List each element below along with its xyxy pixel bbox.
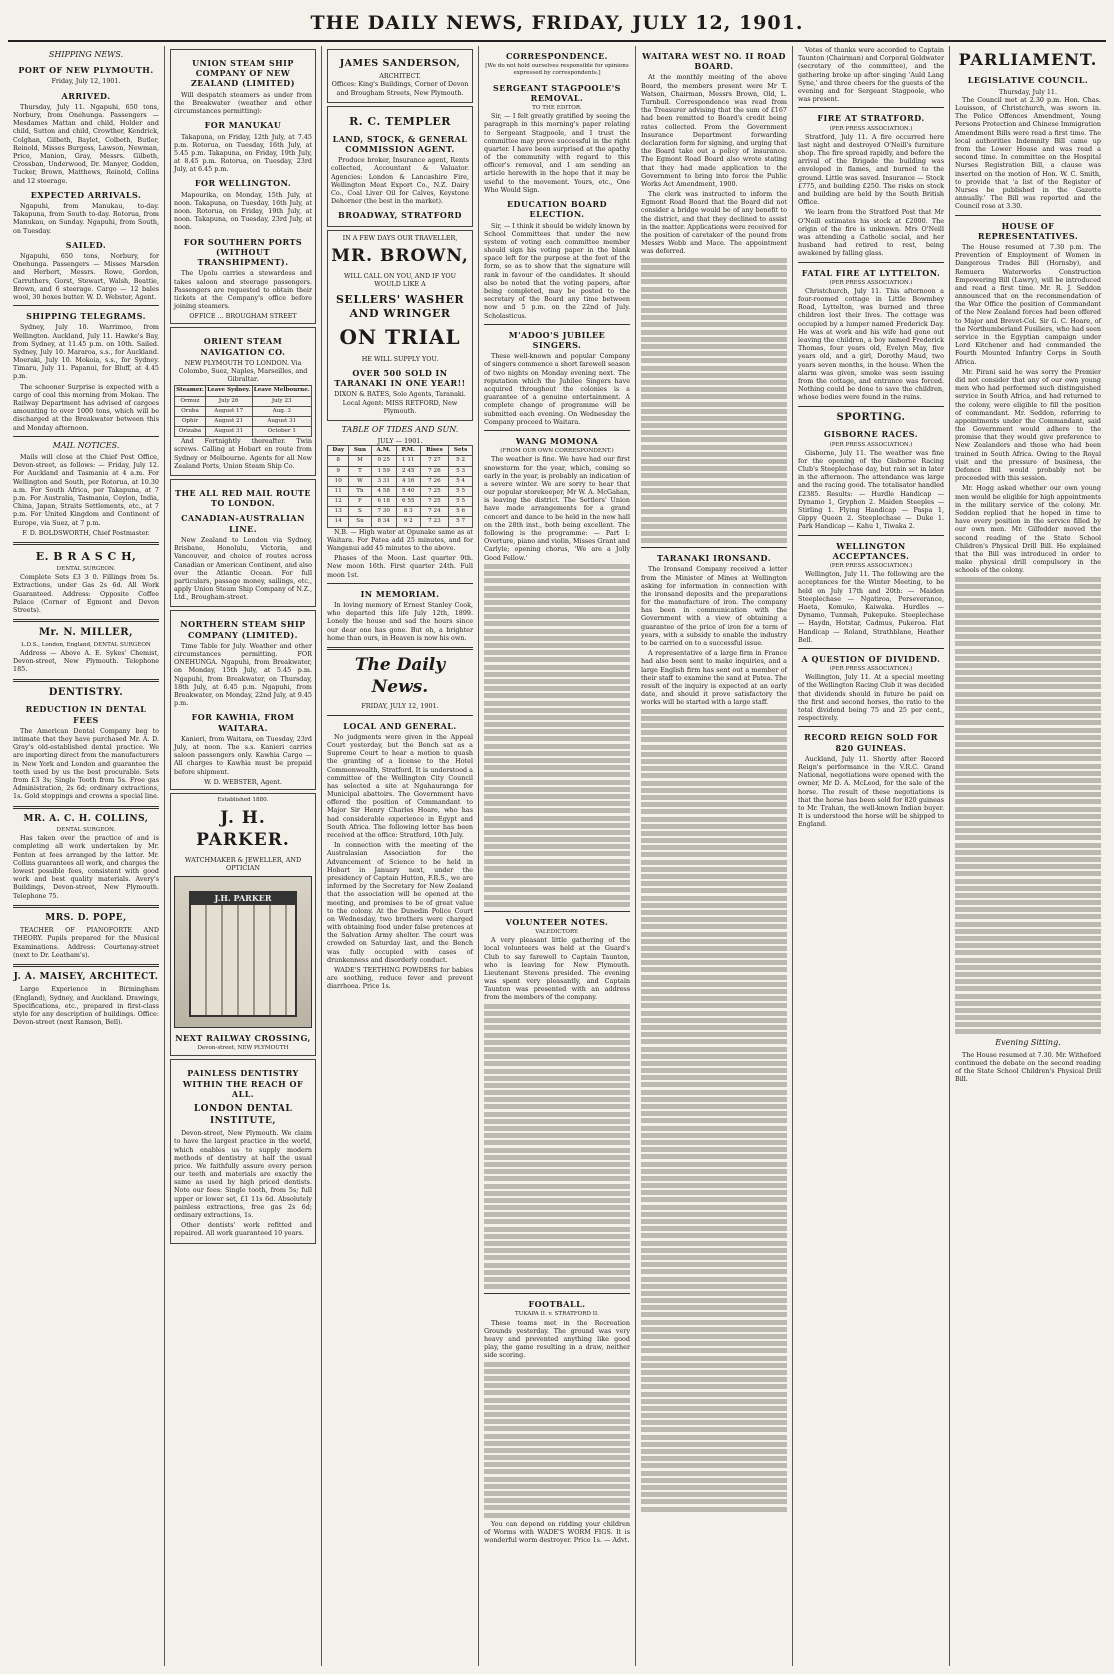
football-text: These teams met in the Recreation Grounds yesterday. The ground was very heavy and prevented anything like good play, the game resulting in a draw, neither side scoring. [484, 1318, 630, 1360]
table-cell: 7 30 [371, 507, 396, 517]
gisborne-heading: GISBORNE RACES. [823, 429, 919, 440]
orient-text: NEW PLYMOUTH TO LONDON. Via Colombo, Suez, Naples, Marseilles, and Gibraltar. [178, 358, 308, 384]
evening-text: The House resumed at 7.30. Mr. Witheford continued the debate on the second reading of the State School Children's Physical Drill Bill. [955, 1050, 1102, 1084]
maisey-title: J. A. MAISEY, ARCHITECT. [13, 971, 159, 982]
table-cell: M [349, 456, 371, 466]
moon-phases: Phases of the Moon. Last quarter 9th. New moon 16th. First quarter 24th. Full moon 1st. [327, 554, 473, 579]
parliament-heading: PARLIAMENT. [958, 50, 1098, 69]
miller-title: Mr. N. MILLER, [38, 627, 134, 639]
pope-title: MRS. D. POPE, [45, 912, 127, 923]
wang-heading: WANG MOMONA [515, 435, 599, 446]
taranaki-text-2: A representative of a large firm in France had also been sent to make inquiries, and a large English firm has sent out a member of their staff to examine the sand at Patea. The result of the inquiry is expected at an early date, and should it prove satisfactory the works will be started with a large staff. [641, 649, 787, 707]
table-cell: 8 34 [371, 517, 396, 527]
table-cell: August 17 [205, 406, 252, 416]
table-row [175, 416, 312, 426]
taranaki-heading: TARANAKI IRONSAND. [657, 553, 771, 564]
record-reign-text: Auckland, July 11. Shortly after Record Reign's performance in the V.R.C. Grand National, negotiations were opened with the owner, Mr D. A. McLeod, for the sale of the horse. The result of these negotiations is that the horse has been sold for 820 guineas to Mr. Trahan, the well-known Indian buyer. It is understood the horse will be shipped to England. [798, 754, 944, 829]
wellington-assoc: (PER PRESS ASSOCIATION.) [829, 563, 913, 570]
wang-subtitle: (FROM OUR OWN CORRESPONDENT.) [500, 448, 614, 455]
table-cell: 10 [328, 476, 349, 486]
railway-sub: Devon-street, NEW PLYMOUTH [197, 1045, 289, 1052]
office-line: OFFICE ... BROUGHAM STREET [189, 312, 297, 321]
daily-news-date: FRIDAY, JULY 12, 1901. [361, 702, 439, 711]
brown-sub: WILL CALL ON YOU, AND IF YOU WOULD LIKE A [343, 271, 456, 288]
house-text-2: Mr. Pirani said he was sorry the Premier did not consider that any of our own young men who had performed such distinguished service in South Africa, and had returned to the colony, were eligible to fill the position of commandant. Mr. Seddon, referring to appointments under the Commandant, said the Government would adhere to the promise that they would give preference to New Zealanders and those who had been trained in South Africa. Owing to the Royal visit and the pressure of business, the Defence Bill would probably not be proceeded with this session. [955, 367, 1101, 483]
wellington-text: Mapourika, on Monday, 15th July, at noon. Takapuna, on Tuesday, 16th July, at noon. Rotorua, on Friday, 19th July, at noon. Takapuna, on Tuesday, 23rd July, at noon. [174, 190, 312, 232]
manukau-heading: FOR MANUKAU [204, 120, 282, 131]
table-cell: 7 23 [420, 517, 449, 527]
telegrams-heading: SHIPPING TELEGRAMS. [26, 311, 146, 322]
correspondence-heading: CORRESPONDENCE. [506, 51, 608, 61]
table-cell: 7 27 [420, 456, 449, 466]
table-cell: 2 45 [396, 466, 420, 476]
column-7 [950, 46, 1106, 1666]
council-text: The Council met at 2.30 p.m. Hon. Chas. Louisson, of Christchurch, was sworn in. The Police Offences Amendment, Young Persons Protection and Chinese Immigration Amendment Bills were read a first time. The local authorities Indemnity Bill came up from the Lower House and was read a second time. In committee on the Hospital Nurses Registration Bill, a clause was inserted on the motion of Hon. W. C. Smith, to provide that 'a list of the Register of Nurses be published in the Gazette annually.' The Bill was reported and the Council rose at 3.30. [955, 95, 1101, 211]
shipping-news-title: SHIPPING NEWS. [48, 50, 124, 59]
table-cell: 3 31 [371, 476, 396, 486]
arrived-text: Thursday, July 11. Ngapuhi, 650 tons, Norbury, from Onehunga. Passengers — Mesdames Mattan and child, Holder and child, Sutton and child, Crowther, Kendrick, Colghan, Gilbeth, Baylet, Colbeth, Butler, Reinold, Misses Burgess, Lawson, Newman, Price, Manion, Gray, Messrs. Gilbeth, Crossban, Underwood, Dr. Manyer, Godden, Tucker, Brown, Matthews, Reinold, Collins and 12 steerage. [13, 102, 159, 185]
local-text: No judgments were given in the Appeal Court yesterday, but the Bench sat as a Supreme Court to hear a motion to quash the granting of a license to the Hotel Commonwealth, Stratford. It is understood a committee of the Wellington City Council has selected a site at Ngahauranga for Municipal abattoirs. The Government have offered the position of Commandant to Major Sir Henry Charles Hoare, who has had considerable experience in Egypt and South Africa. The following letter has been received at the office: Stratford, 10th July. [327, 732, 473, 840]
table-cell: S [349, 507, 371, 517]
miller-address: Address — Above A. E. Sykes' Chemist, Devon-street, New Plymouth. Telephone 185. [13, 649, 159, 674]
fire-text: Stratford, July 11. A fire occurred here last night and destroyed O'Neill's furniture shop. The fire spread rapidly, and before the arrival of the Brigade the building was enveloped in flames, and burned to the ground. Little was saved. Insurance — Stock £775, and building £250. The risks on stock and building are held by the South British Office. [798, 132, 944, 207]
table-row [328, 497, 473, 507]
table-cell: 4 16 [396, 476, 420, 486]
table-cell: F [349, 497, 371, 507]
northern-ad [170, 610, 316, 790]
port-title: PORT OF NEW PLYMOUTH. [18, 65, 154, 76]
wade-worm: You can depend on ridding your children of Worms with WADE'S WORM FIGS. It is wonderful worm destroyer. Price 1s. — Advt. [484, 1519, 630, 1545]
brasch-text: Complete Sets £3 3 0. Fillings from 5s. Extractions, under Gas 2s 6d. All Work Guaranteed. Address: Opposite Coffee Palace (Corner of Egmont and Devon Streets). [13, 573, 159, 614]
wellington-acceptances-heading: WELLINGTON ACCEPTANCES. [832, 540, 910, 561]
local-text-2: In connection with the meeting of the Australasian Association for the Advancement of Science to be held in Hobart in January next, under the presidency of Captain Hutton, F.R.S., we are informed by the Secretary for New Zealand that the association will be opened at the meeting, and promises to be of great value to the colony. At the Dunedin Police Court on Wednesday, two brothers were charged with obtaining food under false pretences at the Salvation Army shelter. The court was crowded on Saturday last, and the Bench was fully occupied with cases of drunkenness and disorderly conduct. [327, 841, 473, 964]
masthead: THE DAILY NEWS, FRIDAY, JULY 12, 1901. [8, 6, 1106, 42]
table-cell: July 23 [252, 396, 311, 406]
traveller-line: IN A FEW DAYS OUR TRAVELLER, [342, 233, 458, 242]
house-text-3: Mr. Hogg asked whether our own young men would be eligible for high appointments in the military service of the colony. Mr. Seddon replied that he hoped in time to have every position in the service filled by our own men. Mr. Gilfedder moved the second reading of the State School Children's Physical Drill Bill. He explained that the Bill was introduced in order to make physical drill compulsory in the schools of the colony. [955, 484, 1101, 575]
orient-th-sydney: Leave Sydney. [205, 386, 252, 396]
table-cell: Aug. 3 [252, 406, 311, 416]
sporting-heading: SPORTING. [836, 411, 906, 423]
table-cell: 8 [328, 456, 349, 466]
union-steam-ad [170, 49, 316, 324]
ldi-text: Devon-street, New Plymouth. We claim to have the largest practice in the world, which enables us to supply modern methods of dentistry at half the usual price. We faithfully assure every person our teeth and materials are exactly the same as used by high priced dentists. Note our fees: Single tooth, from 5s; full upper or lower set, £1 11s 6d. Absolutely painless extractions, free gas 2s 6d; ordinary extractions, 1s. [174, 1129, 312, 1220]
stagpoole-heading: SERGEANT STAGPOOLE'S REMOVAL. [493, 82, 621, 103]
expected-heading: EXPECTED ARRIVALS. [30, 189, 142, 200]
table-cell: Th [349, 486, 371, 496]
table-cell: 5 2 [449, 456, 473, 466]
table-cell: October 1 [252, 427, 311, 437]
record-reign-heading: RECORD REIGN SOLD FOR 820 GUINEAS. [804, 732, 938, 753]
arrived-heading: ARRIVED. [61, 90, 111, 101]
table-cell: 6 55 [396, 497, 420, 507]
table-cell: 4 58 [371, 486, 396, 496]
wellington-acceptances-text: Wellington, July 11. The following are the acceptances for the Winter Meeting, to be held on July 17th and 20th: — Maiden Steeplechase — Ngatiroa, Perseverance, Haeta, Komuko, Kaiwaka. Hurdles — Dynamo, Tunmah, Pukepuke. Steeplechase — Haydn, Hotstar, Cadmus, Pukeroa. Flat Handicap — Roland, Strathblane, Heather Bell. [798, 570, 944, 644]
table-row [328, 486, 473, 496]
sanderson-subtitle: ARCHITECT. [379, 72, 421, 81]
table-cell: 5 3 [449, 466, 473, 476]
column-6 [793, 46, 950, 1666]
fire-assoc: (PER PRESS ASSOCIATION.) [829, 125, 913, 132]
sanderson-ad [327, 49, 473, 103]
text-lines-block [484, 1362, 630, 1518]
shop-sign: J.H. PARKER [189, 891, 297, 905]
table-cell: 8 3 [396, 507, 420, 517]
collins-title: MR. A. C. H. COLLINS, [23, 813, 149, 824]
council-date: Thursday, July 11. [998, 87, 1058, 96]
collins-text: Has taken over the practice of and is completing all work undertaken by Mr. Fenton at fees arranged by the latter. Mr. Collins guarantees all work, and charges the lowest possible fees, consistent with good work and best quality materials. Avery's Buildings, Devon-street, New Plymouth. Telephone 75. [13, 834, 159, 900]
column-1 [8, 46, 165, 1666]
table-cell: August 31 [205, 427, 252, 437]
orient-ad [170, 327, 316, 476]
table-cell: Orizaba [175, 427, 206, 437]
wellington-heading: FOR WELLINGTON. [194, 178, 292, 189]
taranaki-text: The Ironsand Company received a letter from the Minister of Mines at Wellington asking for information in connection with the ironsand deposits and the preparations for the manufacture of iron. The company has been in communication with the Government with a view of obtaining a guarantee of the price of iron for a term of years, with a subsidy to enable the industry to be carried on to a successful issue. [641, 565, 787, 648]
tides-th: Sets [449, 446, 473, 456]
table-row [328, 517, 473, 527]
orient-table [174, 385, 312, 437]
table-cell: 9 [328, 466, 349, 476]
webster-agent: W. D. WEBSTER, Agent. [204, 777, 282, 786]
table-cell: 7 24 [420, 507, 449, 517]
dentistry-subtitle: REDUCTION IN DENTAL FEES [25, 704, 147, 725]
sold-line: OVER 500 SOLD IN TARANAKI IN ONE YEAR!! [334, 367, 466, 389]
evening-sitting-heading: Evening Sitting. [995, 1038, 1061, 1048]
jubilee-heading: M'ADOO'S JUBILEE SINGERS. [508, 329, 606, 350]
table-cell: Su [349, 517, 371, 527]
dividend-heading: A QUESTION OF DIVIDEND. [801, 653, 941, 664]
column-4 [479, 46, 636, 1666]
table-cell: Ormuz [175, 396, 206, 406]
usco-text: Will despatch steamers as under from the Breakwater (weather and other circumstances permitting): [174, 90, 312, 116]
table-cell: 5 4 [449, 476, 473, 486]
memoriam-heading: IN MEMORIAM. [360, 588, 440, 599]
football-heading: FOOTBALL. [528, 1299, 586, 1310]
table-cell: 7 26 [420, 476, 449, 486]
sellers-washer: SELLERS' WASHER AND WRINGER [335, 292, 464, 321]
correspondence-note: [We do not hold ourselves responsible for opinions expressed by correspondents.] [485, 63, 629, 77]
table-cell: 5 5 [449, 486, 473, 496]
sailed-text: Ngapuhi, 650 tons, Norbury, for Onehunga. Passengers — Misses Marsden and Herbert, Messrs. Rowe, Gordon, Carruthers, Gorst, Stewart, Walsh, Beattie, Brown, and 6 steerage. Cargo — 12 bales wool, 30 boxes butter. W. D. Webster, Agent. [13, 251, 159, 301]
postmaster-signature: F. D. BOLDSWORTH, Chief Postmaster. [22, 528, 150, 537]
table-row [175, 396, 312, 406]
tides-th: Rises [420, 446, 449, 456]
brasch-subtitle: DENTAL SURGEON. [56, 565, 116, 572]
waitara-text: At the monthly meeting of the above Board, the members present were Mr T. Watson, Chairman, Messrs Brown, Old, L. Turnbull. Correspondence was read from the Treasurer advising that the sum of £167 had been remitted to Board's credit being rates collected. From the Government Insurance Department forwarding declaration form for signing, and urging that the Board take out a policy of insurance. The Egmont Road Board also wrote stating that they had made application to the Government to bring into force the Public Works Act Amendment, 1900. [641, 73, 787, 188]
parker-ad [170, 793, 316, 1056]
table-cell: July 26 [205, 396, 252, 406]
gisborne-text: Gisborne, July 11. The weather was fine for the opening of the Gisborne Racing Club's Steeplechase day, but rain set in later in the afternoon. The attendance was large and the racing good. The totalisator handled £2385. Results: — Hurdle Handicap — Dynamo 1, Gryphon 2. Maiden Steeples — Stirling 1. Flying Handicap — Paspa 1, Gippy Queen 2. Steeplechase — Duke 1. Park Handicap — Kahu 1, Tiwaka 2. [798, 448, 944, 531]
northern-title: NORTHERN STEAM SHIP COMPANY (LIMITED). [180, 619, 306, 640]
parker-subtitle: WATCHMAKER & JEWELLER, AND OPTICIAN [184, 855, 302, 872]
dividend-assoc: (PER PRESS ASSOCIATION.) [829, 666, 913, 673]
broadway-line: BROADWAY, STRATFORD [338, 210, 462, 221]
ldi-footer: Other dentists' work refitted and repaired. All work guaranteed 10 years. [174, 1221, 312, 1238]
fire-heading: FIRE AT STRATFORD. [817, 113, 925, 124]
fatal-assoc: (PER PRESS ASSOCIATION.) [829, 279, 913, 286]
table-cell: 5 5 [449, 497, 473, 507]
text-lines-block [484, 1004, 630, 1289]
waitara-text-2: The clerk was instructed to inform the Egmont Road Board that the Board did not consider a bridge would be of any benefit to the district, and that they declined to assist in the matter. Applications were received for the position of caretaker of the pound from Messrs Webb and Mace. The appointment was deferred. [641, 190, 787, 256]
education-heading: EDUCATION BOARD ELECTION. [506, 199, 608, 220]
fatal-fire-heading: FATAL FIRE AT LYTTELTON. [801, 267, 941, 278]
schooner-text: The schooner Surprise is expected with a cargo of coal this morning from Mokau. The Railway Department has advised of cargoes amounting to over 1000 tons, which will be discharged at the Breakwater between this and Monday afternoon. [13, 382, 159, 432]
table-cell: Ophir [175, 416, 206, 426]
volunteer-subtitle: VALEDICTORY. [535, 928, 579, 935]
jubilee-text: These well-known and popular Company of singers commence a short farewell season of two nights on Monday evening next. The reputation which the Jubilee Singers have acquired throughout the colonies is a guarantee of a genuine entertainment. A complete change of programme will be submitted each evening. On Wednesday the Company proceed to Waitara. [484, 352, 630, 426]
sailed-heading: SAILED. [65, 239, 107, 250]
text-lines-block [641, 709, 787, 1512]
orient-title: ORIENT STEAM NAVIGATION CO. [200, 336, 286, 357]
orient-text-2: And Fortnightly thereafter. Twin screws. Calling at Hobart en route from Sydney or Melbourne. Agents for all New Zealand Ports, Union Steam Ship Co. [174, 437, 312, 470]
tides-month: JULY — 1901. [377, 437, 423, 446]
table-cell: 0 25 [371, 456, 396, 466]
supply-line: HE WILL SUPPLY YOU. [361, 354, 439, 363]
mail-text: Mails will close at the Chief Post Office, Devon-street, as follows: — Friday, July 12. For Auckland and Tasmania at 4 a.m. For Wellington and South, per Rotorua, at 10.30 a.m. For South Africa, per Takapuna, at 7 p.m. For Australia, Tasmania, Ceylon, India, China, Japan, Straits Settlements, etc., at 7 p.m. For United Kingdom and Continent of Europe, via Suez, at 7 p.m. [13, 453, 159, 527]
table-row [328, 507, 473, 517]
education-text: Sir, — I think it should be widely known by School Committees that under the new system of voting each committee member should sign his voting paper in the blank space left for the purpose at the foot of the form, so as to show that the signature will rank in favour of the candidates. It should also be noted that the voting papers, after being completed, may be posted to the secretary of the Board any time between now and 5 p.m. on the 22nd of July. Scholasticus. [484, 221, 630, 320]
parker-established: Established 1880. [217, 797, 269, 803]
templer-ad [327, 106, 473, 227]
table-row [328, 456, 473, 466]
usco-title: UNION STEAM SHIP COMPANY OF NEW ZEALAND (LIMITED) [190, 58, 296, 89]
parker-title: J. H. PARKER. [196, 808, 290, 850]
table-cell: 5 6 [449, 507, 473, 517]
volunteer-text: A very pleasant little gathering of the local volunteers was held at the Guard's Club to say farewell to Captain Taunton, who is leaving for New Plymouth. Lieutenant Stevens presided. The evening was spent very pleasantly, and Captain Taunton was presented with an address from the members of the company. [484, 936, 630, 1002]
collins-subtitle: DENTAL SURGEON. [56, 827, 116, 834]
kawhia-heading: FOR KAWHIA, FROM WAITARA. [191, 712, 295, 733]
washer-ad [327, 230, 473, 421]
templer-subtitle: LAND, STOCK, & GENERAL COMMISSION AGENT. [332, 133, 468, 155]
table-cell: 6 18 [371, 497, 396, 507]
table-cell: 1 11 [396, 456, 420, 466]
dixon-bates: DIXON & BATES, Sole Agents, Taranaki. Local Agent: MISS RETFORD, New Plymouth. [334, 390, 466, 415]
on-trial: ON TRIAL [339, 325, 461, 350]
wang-text: The weather is fine. We have had our first snowstorm for the year, which, coming so early in the year, is probably an indication of a severe winter. We are sorry to hear that our popular storekeeper, Mr W. A. McGahan, is leaving the district. The Settlers' Union have made arrangements for a grand concert and dance to be held in the new hall on the 28th inst., both being excellent. The following is the programme: — Part I: Overture, piano and violin, Misses Grant and Carlyle; opening chorus, 'We are a Jolly Good Fellow.' [484, 455, 630, 562]
painless-heading: PAINLESS DENTISTRY WITHIN THE REACH OF ALL. [182, 1068, 304, 1099]
column-2 [165, 46, 322, 1666]
house-heading: HOUSE OF REPRESENTATIVES. [977, 220, 1079, 241]
northern-text: Time Table for July. Weather and other circumstances permitting. FOR ONEHUNGA. Ngapuhi, from Breakwater, on Monday, 15th July, at 5.45 p.m. Ngapuhi, from Breakwater, on Thursday, 18th July, at 6.45 p.m. Ngapuhi, from Breakwater, on Monday, 22nd July, at 9.45 p.m. [174, 641, 312, 708]
table-cell: 7 26 [420, 466, 449, 476]
allred-subtitle: CANADIAN-AUSTRALIAN LINE. [181, 513, 305, 534]
orient-th-melbourne: Leave Melbourne. [252, 386, 311, 396]
council-heading: LEGISLATIVE COUNCIL. [967, 75, 1089, 86]
table-cell: W [349, 476, 371, 486]
stagpoole-text: Sir, — I felt greatly gratified by seeing the paragraph in this morning's paper relating to Sergeant Stagpoole, and I trust the committee may prove successful in the right quarter. I have been surprised at the apathy of the community with regard to this officer's removal, and I am sending an article herewith in the hope that it may be useful to the movement. Yours, etc., One Who Would Sign. [484, 112, 630, 194]
allred-title: THE ALL RED MAIL ROUTE TO LONDON. [175, 488, 311, 509]
maisey-text: Large Experience in Birmingham (England), Sydney, and Auckland. Drawings, Specifications, etc., prepared in first-class style for any description of buildings. Office: Devon-street (next Ramson, Bell). [13, 985, 159, 1027]
brasch-title: E. B R A S C H, [35, 549, 137, 563]
mail-notices-title: MAIL NOTICES. [52, 440, 120, 450]
pope-text: TEACHER OF PIANOFORTE AND THEORY. Pupils prepared for the Musical Examinations. Address: Courtenay-street (next to Dr. Leatham's). [13, 926, 159, 959]
table-cell: 5 7 [449, 517, 473, 527]
table-row [175, 427, 312, 437]
expected-text: Ngapuhi, from Manukau, to-day. Takapuna, from South to-day. Rotorua, from Manukau, on Sunday. Ngapuhi, from South, on Tuesday. [13, 202, 159, 235]
wade-teething: WADE'S TEETHING POWDERS for babies are soothing, reduce fever and prevent diarrhoea. Price 1s. [327, 966, 473, 991]
tides-note: N.B. — High water at Opunake same as at Waitara. For Patea add 25 minutes, and for Wanganui add 45 minutes to the above. [327, 527, 473, 552]
daily-news-logo: The Daily News. [354, 654, 446, 697]
tides-th: Day [328, 446, 349, 456]
table-cell: T [349, 466, 371, 476]
table-cell: 14 [328, 517, 349, 527]
column-container [8, 46, 1106, 1666]
table-cell: 9 2 [396, 517, 420, 527]
text-lines-block [484, 564, 630, 907]
ldi-ad [170, 1059, 316, 1243]
table-cell: August 31 [252, 416, 311, 426]
railway-crossing: NEXT RAILWAY CROSSING, [175, 1033, 311, 1044]
sanderson-title: JAMES SANDERSON, [339, 58, 461, 69]
volunteer-heading: VOLUNTEER NOTES. [505, 916, 609, 927]
dentistry-title: DENTISTRY. [48, 686, 124, 698]
dividend-text: Wellington, July 11. At a special meeting of the Wellington Racing Club it was decided that dividends should in future be paid on the first and second horses, the ratio to the total dividend being 75 and 25 per cent., respectively. [798, 673, 944, 723]
waitara-heading: WAITARA WEST NO. II ROAD BOARD. [642, 51, 786, 72]
table-cell: 7 25 [420, 497, 449, 507]
fire-text-2: We learn from the Stratford Post that Mr O'Neill estimates his stock at £2000. The origin of the fire is unknown. Mrs O'Neill was attending a Catholic social, and her husband had retired to rest, being awakened by falling glass. [798, 208, 944, 258]
tides-th: P.M. [396, 446, 420, 456]
to-editor: TO THE EDITOR. [532, 105, 582, 112]
table-cell: August 21 [205, 416, 252, 426]
house-text: The House resumed at 7.30 p.m. The Prevention of Employment of Women in Dangerous Trades Bill (Hornsby), and Remuera Waterworks Construction Empowering Bill (Lawry), will be introduced and read a first time. Mr. R. J. Seddon announced that on the recommendation of the War Office the position of Commandant of the New Zealand forces had been offered to Major and Brevet-Col. Sir G. C. Hoare, of the Northumberland Fusiliers, who had seen service in the Egyptian campaign under Lord Kitchener and had commanded the Fourth Mounted Infantry Corps in South Africa. [955, 242, 1101, 366]
allred-text: New Zealand to London via Sydney, Brisbane, Honolulu, Victoria, and Vancouver, and choice of routes across Canadian or American Continent, and also over the Atlantic Ocean. For full particulars, passage money, sailings, etc., apply Union Steam Ship Company of N.Z., Ltd., Brougham-street. [174, 535, 312, 602]
mr-brown: MR. BROWN, [331, 245, 469, 266]
column-3 [322, 46, 479, 1666]
table-cell: Oruba [175, 406, 206, 416]
allred-ad [170, 479, 316, 607]
table-cell: 7 25 [420, 486, 449, 496]
text-lines-block [641, 258, 787, 543]
tides-table [327, 445, 473, 527]
port-date: Friday, July 12, 1901. [51, 77, 121, 86]
text-lines-block [955, 577, 1101, 1035]
shopfront-drawing [189, 903, 297, 1017]
table-cell: 1 59 [371, 466, 396, 476]
table-cell: 12 [328, 497, 349, 507]
miller-subtitle: L.D.S., London, England, DENTAL SURGEON [21, 641, 151, 648]
football-subtitle: TUKAPA II. v. STRATFORD II. [515, 1311, 599, 1318]
ldi-title: LONDON DENTAL INSTITUTE, [193, 1104, 293, 1126]
tides-th: A.M. [371, 446, 396, 456]
shop-illustration [174, 876, 312, 1028]
telegrams-text: Sydney, July 10. Warrimoo, from Wellington. Auckland, July 11. Hawke's Bay, from Sydney, at 11.45 p.m. on 10th. Sailed. Sydney, July 10. Mararoa, s.s., for Auckland. Moeraki, July 10. Mokoia, s.s., for Sydney. Timaru, July 11. Papanui, for Bluff, at 4.45 p.m. [13, 323, 159, 381]
templer-text: Produce broker, Insurance agent, Rents collected, Accountant & Valuator. Agencies: London & Lancashire Fire, Wellington Meat Export Co., N.Z. Dairy Co., Coal Liver Oil for Calves, Keystone Dehorner (the best in the market). [331, 156, 469, 206]
column-5 [636, 46, 793, 1666]
kawhia-text: Kanieri, from Waitara, on Tuesday, 23rd July, at noon. The s.s. Kanieri carries saloon passengers only. Kawhia Cargo — All charges to Kawhia must be prepaid before shipment. [174, 734, 312, 776]
memoriam-text: In loving memory of Ernest Stanley Cook, who departed this life July 12th, 1899. Lonely the house and sad the hours since our dear one has gone. But oh, a brighter home than ours, in Heaven is now his own. [327, 600, 473, 642]
local-general-heading: LOCAL AND GENERAL. [343, 720, 457, 731]
tides-title: TABLE OF TIDES AND SUN. [341, 424, 459, 434]
tides-th: Sun [349, 446, 371, 456]
sanderson-text: Offices: King's Buildings, Corner of Devon and Brougham Streets, New Plymouth. [331, 80, 469, 97]
southern-heading: FOR SOUTHERN PORTS (WITHOUT TRANSHIPMENT). [183, 236, 303, 268]
manukau-text: Takapuna, on Friday, 12th July, at 7.45 p.m. Rotorua, on Tuesday, 16th July, at 5.45 p.m. Takapuna, on Friday, 19th July, at 8.45 p.m. Rotorua, on Tuesday, 23rd July, at 6.45 p.m. [174, 132, 312, 174]
table-cell: 11 [328, 486, 349, 496]
templer-title: R. C. TEMPLER [349, 114, 451, 128]
southern-text: The Upolu carries a stewardess and takes saloon and steerage passengers. Passengers are requested to obtain their tickets at the Company's office before joining steamers. [174, 269, 312, 311]
table-row [175, 406, 312, 416]
orient-th-steamer: Steamer. [175, 386, 206, 396]
table-cell: 5 40 [396, 486, 420, 496]
votes-text: Votes of thanks were accorded to Captain Taunton (Chairman) and Corporal Goldwater (secretary of the committee), and the gathering broke up after singing 'Auld Lang Syne,' and three cheers for the guests of the evening and for Sergeant Stagpoole, who was present. [798, 46, 944, 104]
dentistry-text: The American Dental Company beg to intimate that they have purchased Mr. A. D. Gray's old-established dental practice. We are importing direct from the manufacturers in New York and London and guarantee the teeth used by us the best procurable. Sets from £3 3s; Single Tooth from 5s. Free gas Administration, 2s 6d; ordinary extractions, 1s. Gold stoppings and crowns a special line. [13, 726, 159, 801]
fatal-text: Christchurch, July 11. This afternoon a four-roomed cottage in Little Bowmbey Road, Lyttelton, was burned and three children lost their lives. The cottage was occupied by a lumper named Frederick Day. He was at work and his wife had gone out leaving the children, a boy named Frederick Thomas, four years old, Evelyn May, five years old, and a girl, Dorothy Maud, two years seven months, in the house. When the alarm was given, smoke was seen issuing from the cottage, and entrance was forced. Nothing could be done to save the children, whose bodies were found in the ruins. [798, 286, 944, 402]
table-row [328, 476, 473, 486]
gisborne-assoc: (PER PRESS ASSOCIATION.) [829, 441, 913, 448]
table-cell: 13 [328, 507, 349, 517]
table-row [328, 466, 473, 476]
